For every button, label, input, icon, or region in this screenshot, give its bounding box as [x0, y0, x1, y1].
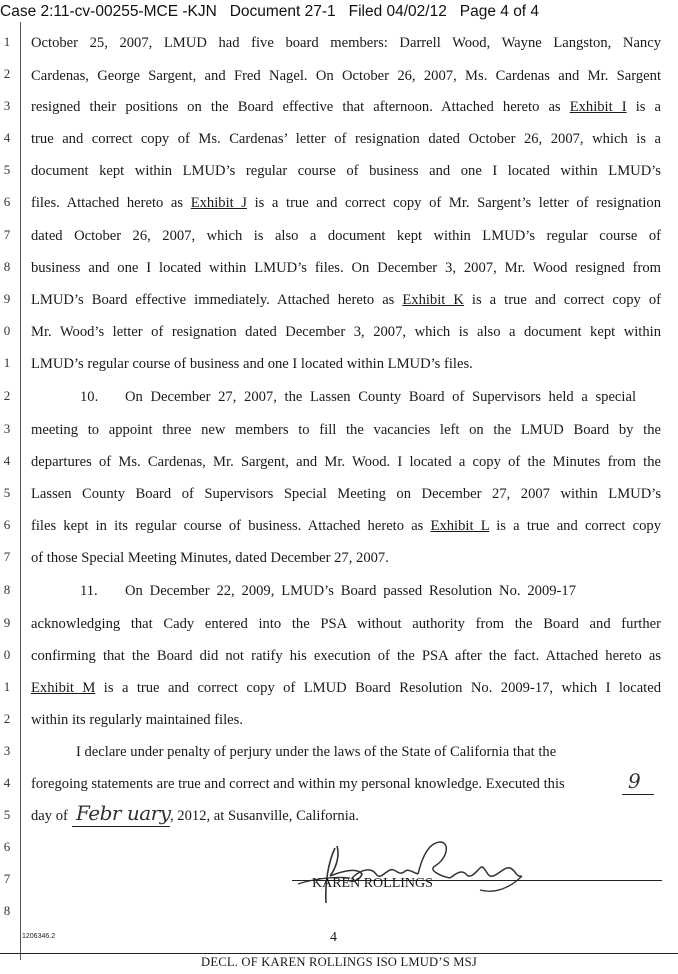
- text-line: meeting to appoint three new members to fill the vacancies left on the LMUD Board by the: [31, 422, 661, 438]
- line-number: 0: [3, 647, 11, 662]
- line-number: 3: [3, 98, 11, 113]
- page-number: 4: [330, 930, 337, 945]
- month-blank-line: [72, 826, 170, 827]
- case-caption: Case 2:11-cv-00255-MCE -KJN Document 27-1 Filed 04/02/12 Page 4 of 4: [0, 3, 540, 20]
- text-line: I declare under penalty of perjury under the laws of the State of California that the: [76, 744, 557, 760]
- line-number: 4: [3, 775, 11, 790]
- text-line: Cardenas, George Sargent, and Fred Nagel. On October 26, 2007, Ms. Cardenas and Mr. Sargent: [31, 68, 661, 84]
- line-number: 3: [3, 421, 11, 436]
- text-line: Mr. Wood’s letter of resignation dated December 3, 2007, which is also a document kept within: [31, 324, 661, 340]
- day-blank-line: [622, 794, 654, 795]
- line-number: 9: [3, 615, 11, 630]
- line-number: 5: [3, 162, 11, 177]
- exhibit-k-ref: Exhibit K: [402, 292, 464, 308]
- line-number: 5: [3, 807, 11, 822]
- line-number: 2: [3, 66, 11, 81]
- text-line: files. Attached hereto as Exhibit J is a true and correct copy of Mr. Sargent’s letter of resignation: [31, 195, 661, 211]
- text-line: resigned their positions on the Board effective that afternoon. Attached hereto as Exhibit I is a: [31, 99, 661, 115]
- text-line: foregoing statements are true and correct and within my personal knowledge. Executed this: [31, 776, 565, 792]
- line-number: 6: [3, 517, 11, 532]
- line-number: 7: [3, 549, 11, 564]
- text-line: Exhibit M is a true and correct copy of LMUD Board Resolution No. 2009-17, which I located: [31, 680, 661, 696]
- exhibit-l-ref: Exhibit L: [430, 518, 490, 534]
- text-line: of those Special Meeting Minutes, dated December 27, 2007.: [31, 550, 389, 566]
- text-line: October 25, 2007, LMUD had five board members: Darrell Wood, Wayne Langston, Nancy: [31, 35, 661, 51]
- line-number: 0: [3, 323, 11, 338]
- exhibit-m-ref: Exhibit M: [31, 680, 96, 696]
- line-number: 7: [3, 227, 11, 242]
- handwritten-month: Febr uary: [76, 801, 171, 825]
- line-number: 3: [3, 743, 11, 758]
- text-line: true and correct copy of Ms. Cardenas’ letter of resignation dated October 26, 2007, which is a: [31, 131, 661, 147]
- line-number: 1: [3, 34, 11, 49]
- text-line: LMUD’s Board effective immediately. Attached hereto as Exhibit K is a true and correct copy of: [31, 292, 661, 308]
- line-number: 8: [3, 903, 11, 918]
- text-line: within its regularly maintained files.: [31, 712, 243, 728]
- signer-name: KAREN ROLLINGS: [312, 876, 433, 891]
- line-number: 4: [3, 453, 11, 468]
- line-number: 4: [3, 130, 11, 145]
- line-number: 2: [3, 711, 11, 726]
- handwritten-day: 9: [628, 769, 641, 793]
- exhibit-i-ref: Exhibit I: [569, 99, 627, 115]
- case-header: [0, 2, 678, 22]
- text-line: On December 22, 2009, LMUD’s Board passed Resolution No. 2009-17: [125, 583, 576, 599]
- text-line: dated October 26, 2007, which is also a document kept within LMUD’s regular course of: [31, 228, 661, 244]
- text-line: Lassen County Board of Supervisors Special Meeting on December 27, 2007 within LMUD’s: [31, 486, 661, 502]
- text-line: On December 27, 2007, the Lassen County Board of Supervisors held a special: [125, 389, 636, 405]
- text-line: acknowledging that Cady entered into the PSA without authority from the Board and further: [31, 616, 661, 632]
- line-number: 8: [3, 259, 11, 274]
- left-margin-rule: [20, 22, 21, 960]
- paragraph-11-number: 11.: [80, 583, 98, 599]
- line-number: 6: [3, 194, 11, 209]
- line-number: 1: [3, 355, 11, 370]
- text-line: day of: [31, 808, 68, 824]
- exhibit-j-ref: Exhibit J: [190, 195, 247, 211]
- text-line: , 2012, at Susanville, California.: [170, 808, 359, 824]
- text-line: LMUD’s regular course of business and one I located within LMUD’s files.: [31, 356, 473, 372]
- document-id: 1206346.2: [22, 933, 56, 940]
- line-number: 6: [3, 839, 11, 854]
- line-number: 2: [3, 388, 11, 403]
- text-line: business and one I located within LMUD’s files. On December 3, 2007, Mr. Wood resigned from: [31, 260, 661, 276]
- text-line: files kept in its regular course of business. Attached hereto as Exhibit L is a true and correct copy: [31, 518, 661, 534]
- line-number: 1: [3, 679, 11, 694]
- footer-title: DECL. OF KAREN ROLLINGS ISO LMUD’S MSJ: [201, 955, 477, 969]
- line-number: 8: [3, 582, 11, 597]
- paragraph-10-number: 10.: [80, 389, 99, 405]
- line-number: 5: [3, 485, 11, 500]
- text-line: document kept within LMUD’s regular course of business and one I located within LMUD’s: [31, 163, 661, 179]
- line-number: 7: [3, 871, 11, 886]
- text-line: confirming that the Board did not ratify his execution of the PSA after the fact. Attached hereto as: [31, 648, 661, 664]
- footer-rule: [0, 953, 678, 954]
- line-number: 9: [3, 291, 11, 306]
- text-line: departures of Ms. Cardenas, Mr. Sargent, and Mr. Wood. I located a copy of the Minutes from the: [31, 454, 661, 470]
